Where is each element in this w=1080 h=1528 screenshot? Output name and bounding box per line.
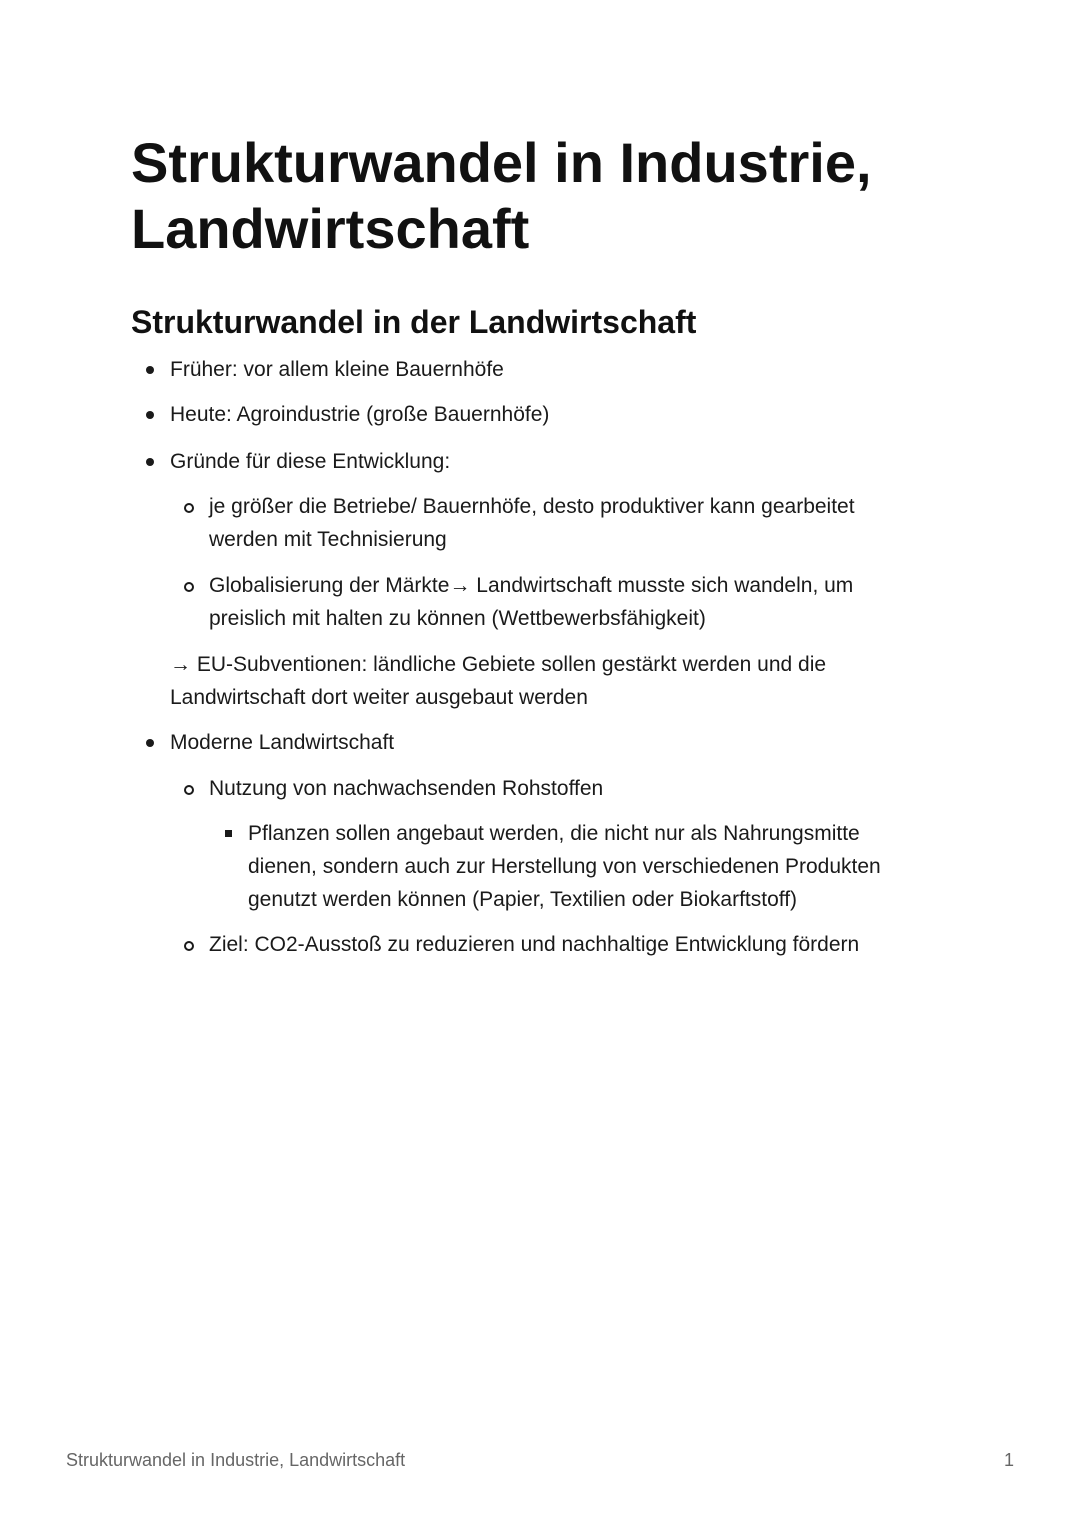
list-item-pflanzen-line-1: Pflanzen sollen angebaut werden, die nicht nur als Nahrungsmitte — [248, 822, 860, 845]
list-item-frueher: Früher: vor allem kleine Bauernhöfe — [170, 358, 504, 381]
list-item-ziel: Ziel: CO2-Ausstoß zu reduzieren und nachhaltige Entwicklung fördern — [209, 933, 860, 956]
disc-bullet-icon — [146, 739, 154, 747]
circle-bullet-icon — [184, 503, 194, 513]
list-item-groesser-line-2: werden mit Technisierung — [209, 528, 447, 551]
circle-bullet-icon — [184, 941, 194, 951]
list-item-modern: Moderne Landwirtschaft — [170, 731, 395, 754]
section-heading: Strukturwandel in der Landwirtschaft — [131, 304, 697, 340]
disc-bullet-icon — [146, 411, 154, 419]
list-item-global-line-1: Globalisierung der Märkte→ Landwirtschaft musste sich wandeln, um — [209, 574, 854, 597]
paragraph-eu-line-2: Landwirtschaft dort weiter ausgebaut werden — [170, 686, 588, 709]
paragraph-eu-line-1: → EU-Subventionen: ländliche Gebiete sollen gestärkt werden und die — [170, 653, 827, 676]
list-item-gruende: Gründe für diese Entwicklung: — [170, 450, 451, 473]
page-title-line-2: Landwirtschaft — [131, 197, 530, 260]
list-item-global-line-2: preislich mit halten zu können (Wettbewerbsfähigkeit) — [209, 607, 706, 630]
list-item-heute: Heute: Agroindustrie (große Bauernhöfe) — [170, 403, 550, 426]
list-item-nutzung: Nutzung von nachwachsenden Rohstoffen — [209, 777, 604, 800]
list-item-pflanzen-line-3: genutzt werden können (Papier, Textilien oder Biokarftstoff) — [248, 888, 798, 911]
list-item-pflanzen-line-2: dienen, sondern auch zur Herstellung von verschiedenen Produkten — [248, 855, 881, 878]
square-bullet-icon — [225, 830, 232, 837]
page-number: 1 — [1003, 1450, 1014, 1470]
circle-bullet-icon — [184, 785, 194, 795]
circle-bullet-icon — [184, 582, 194, 592]
page-title — [131, 130, 991, 262]
footer-title: Strukturwandel in Industrie, Landwirtschaft — [66, 1450, 406, 1470]
list-item-groesser-line-1: je größer die Betriebe/ Bauernhöfe, desto produktiver kann gearbeitet — [209, 495, 855, 518]
disc-bullet-icon — [146, 458, 154, 466]
page-title-line-1: Strukturwandel in Industrie, — [131, 131, 872, 194]
disc-bullet-icon — [146, 366, 154, 374]
